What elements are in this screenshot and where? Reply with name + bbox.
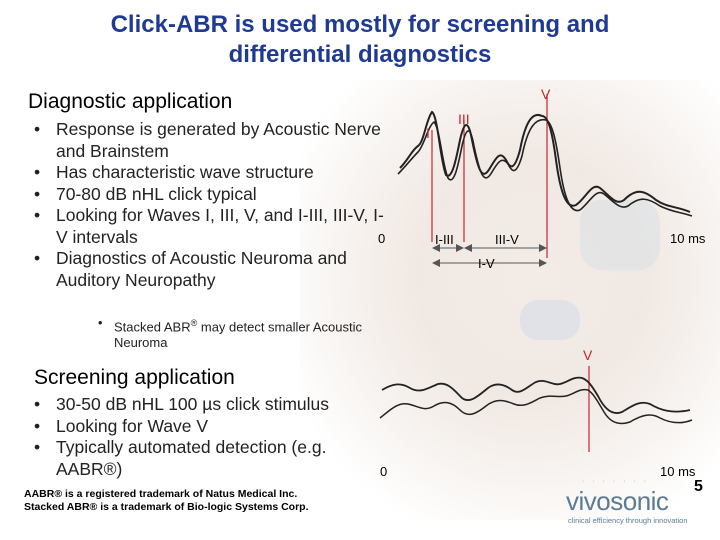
- screening-trace-2: [380, 390, 692, 424]
- wave-iii-label: III: [458, 111, 470, 127]
- vivosonic-logo: [566, 478, 686, 538]
- logo-dots-decoration: · · · · · · ·: [582, 478, 649, 485]
- diagnostic-bullet: • Looking for Waves I, III, V, and I-III, III-V, I-V intervals: [28, 205, 388, 248]
- interval-i-v-label: I-V: [478, 256, 495, 271]
- subbullet-text-post: may detect smaller Acoustic Neuroma: [114, 319, 362, 351]
- screening-wave-v-label: V: [583, 347, 593, 363]
- title-line-2: differential diagnostics: [228, 41, 492, 68]
- diagnostic-heading: Diagnostic application: [28, 90, 233, 113]
- trademark-footnote: [24, 488, 309, 514]
- screening-bullet: • Looking for Wave V: [28, 416, 378, 438]
- logo-text: vivosonic: [566, 486, 669, 516]
- interval-iii-v-label: III-V: [495, 232, 519, 247]
- interval-i-iii-label: I-III: [435, 232, 454, 247]
- bottom-x-start-label: 0: [380, 464, 388, 479]
- wave-i-label: I: [426, 125, 430, 141]
- diagnostic-bullet: • 70-80 dB nHL click typical: [28, 184, 388, 206]
- footnote-line-1: AABR® is a registered trademark of Natus Medical Inc.: [24, 488, 298, 500]
- footnote-line-2: Stacked ABR® is a trademark of Bio-logic Systems Corp.: [24, 501, 309, 513]
- diagnostic-trace-2: [398, 120, 692, 216]
- subbullet-text-pre: Stacked ABR: [114, 319, 191, 335]
- title-line-1: Click-ABR is used mostly for screening and: [110, 11, 610, 38]
- wave-v-label: V: [541, 86, 551, 102]
- page-number: 5: [694, 478, 703, 495]
- screening-heading: Screening application: [34, 366, 235, 389]
- top-x-start-label: 0: [378, 231, 386, 246]
- diagnostic-bullet: • Has characteristic wave structure: [28, 162, 388, 184]
- screening-bullet: • Typically automated detection (e.g. AABR®): [28, 437, 378, 480]
- diagnostic-bullet: • Response is generated by Acoustic Nerve and Brainstem: [28, 119, 388, 162]
- top-x-end-label: 10 ms: [670, 231, 706, 246]
- logo-tagline: clinical efficiency through innovation: [568, 516, 688, 525]
- registered-mark: ®: [190, 318, 198, 328]
- screening-bullet: • 30-50 dB nHL 100 µs click stimulus: [28, 394, 378, 416]
- bottom-x-end-label: 10 ms: [660, 464, 696, 479]
- screening-waveform: [380, 347, 696, 479]
- diagnostic-bullet: • Diagnostics of Acoustic Neuroma and Auditory Neuropathy: [28, 248, 388, 291]
- diagnostic-waveform: [378, 86, 706, 271]
